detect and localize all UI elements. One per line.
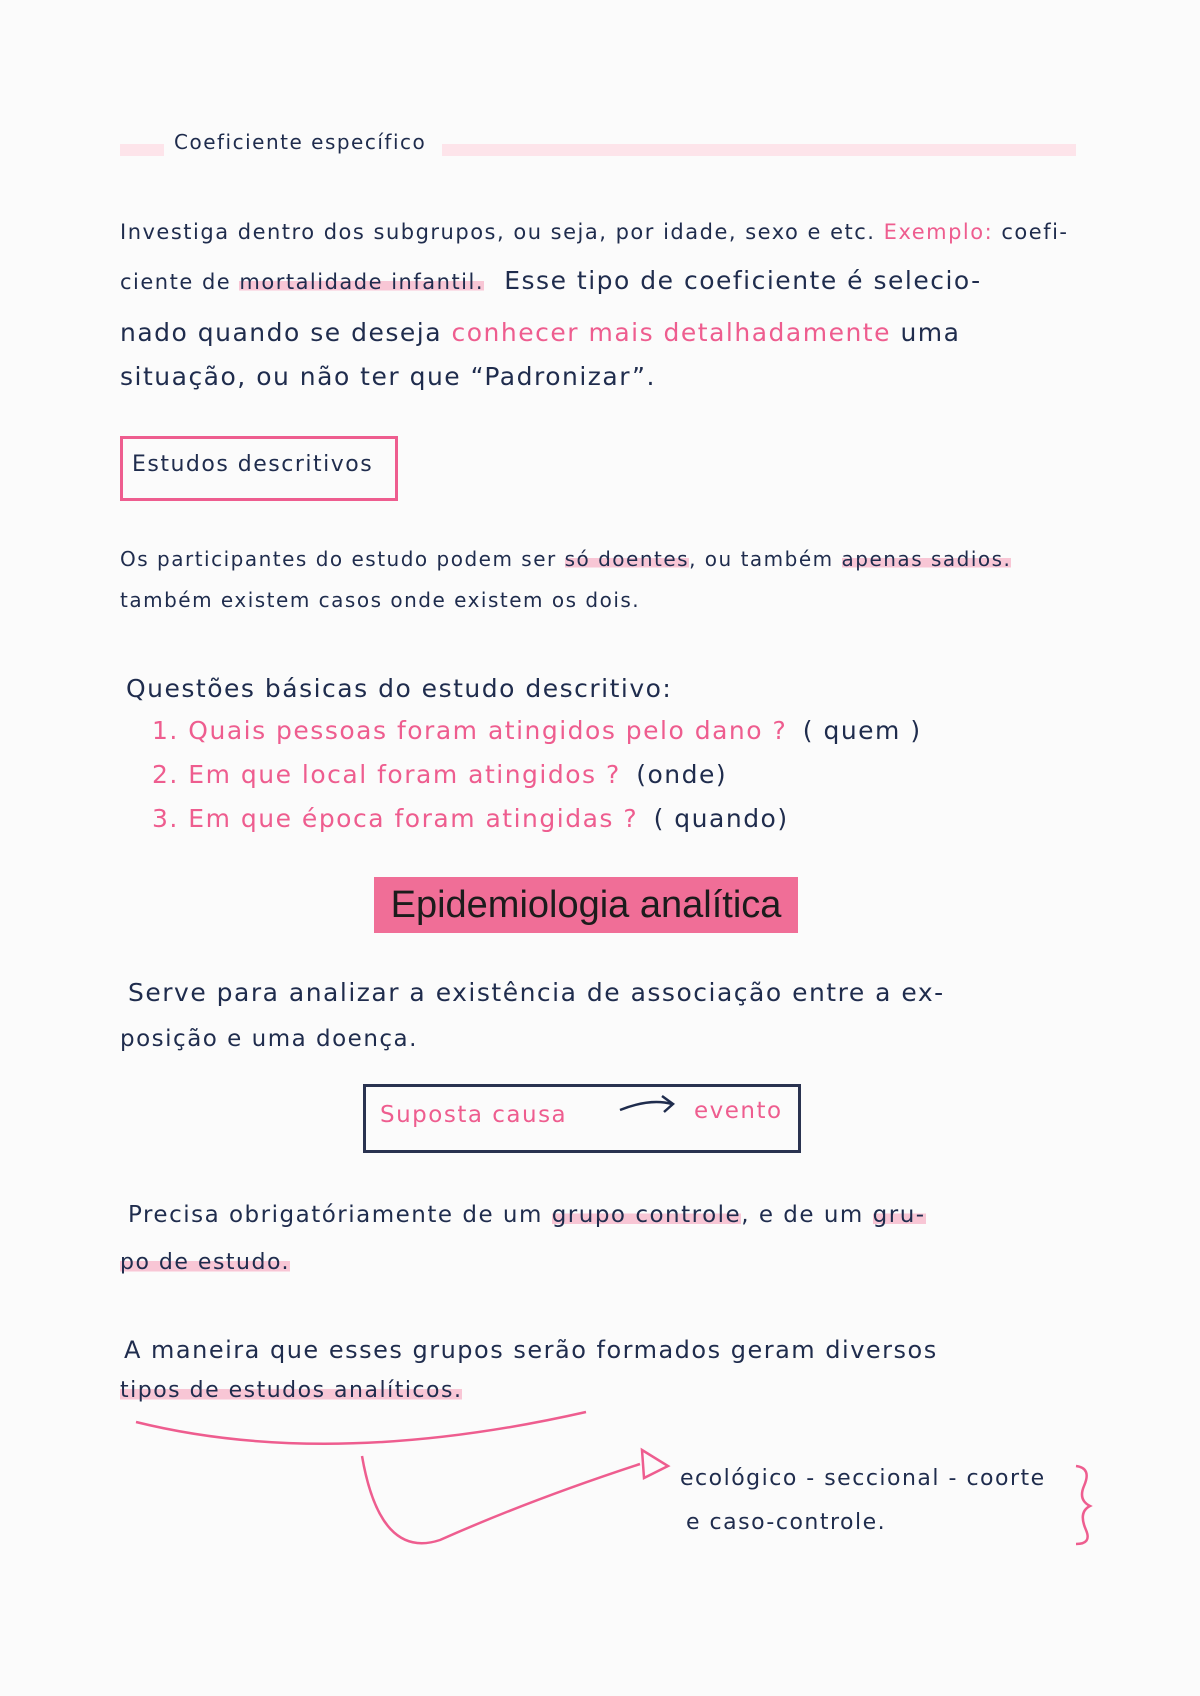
curved-arrow-icon (362, 1456, 640, 1543)
study-types-list: e caso-controle. (686, 1510, 887, 1535)
text-span: Esse tipo de coeficiente é selecio- (504, 266, 982, 295)
text-span: , e de um (741, 1202, 864, 1228)
question-text: 1. Quais pessoas foram atingidos pelo dano ? (152, 716, 788, 745)
questions-title: Questões básicas do estudo descritivo: (126, 674, 673, 703)
text-span: coefi- (1001, 220, 1069, 244)
question-note: ( quem ) (802, 716, 922, 745)
highlighted-term: só doentes (564, 547, 690, 571)
page-title: Coeficiente específico (174, 130, 427, 154)
question-note: (onde) (636, 760, 728, 789)
highlighted-term: po de estudo. (120, 1250, 291, 1275)
question-note: ( quando) (653, 804, 789, 833)
highlighted-term: grupo controle (551, 1202, 742, 1228)
question-text: 2. Em que local foram atingidos ? (152, 760, 621, 789)
emphasis-text: conhecer mais detalhadamente (451, 318, 891, 347)
text-span: ciente de (120, 270, 232, 294)
example-label: Exemplo: (883, 220, 994, 244)
paragraph-line: posição e uma doença. (120, 1026, 418, 1052)
arrow-icon (620, 1102, 672, 1110)
section-title: Epidemiologia analítica (390, 884, 782, 926)
highlighted-term: apenas sadios. (841, 547, 1012, 571)
question-text: 3. Em que época foram atingidas ? (152, 804, 639, 833)
curly-brace-icon (1076, 1466, 1090, 1544)
text-span: nado quando se deseja (120, 318, 443, 347)
event-label: evento (694, 1098, 783, 1124)
study-types-list: ecológico - seccional - coorte (680, 1466, 1046, 1491)
paragraph-line: também existem casos onde existem os dois. (120, 588, 641, 612)
cause-label: Suposta causa (380, 1102, 568, 1128)
highlighted-term: mortalidade infantil. (239, 270, 485, 294)
section-label: Estudos descritivos (132, 452, 374, 477)
text-span: , ou também (689, 547, 834, 571)
paragraph-line: Serve para analizar a existência de associação entre a ex- (128, 978, 945, 1007)
paragraph-line: A maneira que esses grupos serão formados geram diversos (124, 1336, 938, 1364)
highlighted-term: tipos de estudos analíticos. (120, 1378, 463, 1403)
text-span: Os participantes do estudo podem ser (120, 547, 557, 571)
highlighted-term: gru- (872, 1202, 926, 1228)
paragraph-line: situação, ou não ter que “Padronizar”. (120, 362, 656, 391)
text-span: Investiga dentro dos subgrupos, ou seja, por idade, sexo e etc. (120, 220, 876, 244)
curved-bracket-icon (136, 1412, 586, 1444)
text-span: Precisa obrigatóriamente de um (128, 1202, 543, 1228)
arrow-head-icon (642, 1450, 668, 1478)
text-span: uma (900, 318, 961, 347)
